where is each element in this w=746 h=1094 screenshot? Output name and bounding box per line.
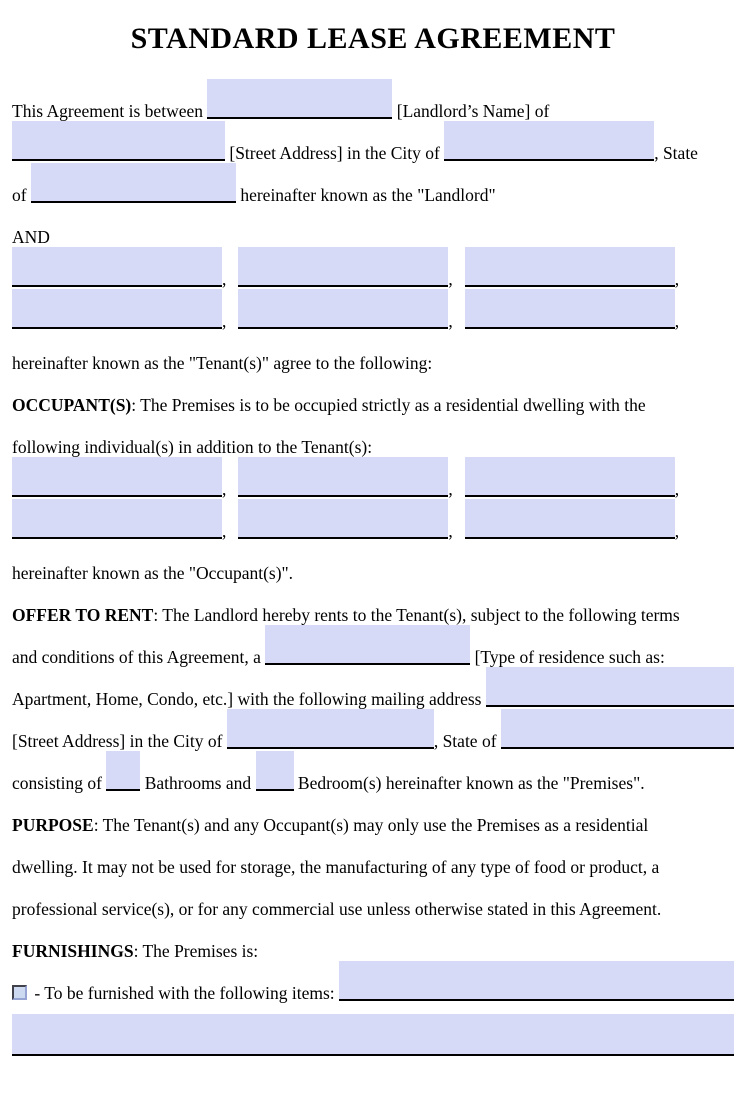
bedrooms-field[interactable] [256,751,294,791]
residence-type-hint: [Type of residence such as: [470,647,665,667]
furnished-option-line [12,972,734,1014]
tenant-name-field-6[interactable] [465,289,675,329]
occupant-name-field-1[interactable] [12,457,222,497]
offer-heading: OFFER TO RENT [12,605,154,625]
furnished-items-field[interactable] [339,961,734,1001]
offer-text: Apartment, Home, Condo, etc.] with the following mailing address [12,689,486,709]
comma-separator: , [674,269,680,289]
tenant-known-as-text: hereinafter known as the "Tenant(s)" agree to the following: [12,353,433,373]
occupant-row-2 [12,510,734,552]
occupants-heading: OCCUPANT(S) [12,395,132,415]
occupants-line-1 [12,384,734,426]
intro-text: This Agreement is between [12,101,208,121]
furnishings-heading: FURNISHINGS [12,941,134,961]
comma-separator: , [222,311,227,331]
intro-line-3 [12,174,734,216]
furnished-option-label: - To be furnished with the following items: [30,983,340,1003]
premises-known-as-text: Bedroom(s) hereinafter known as the "Premises". [293,773,645,793]
tenant-outro-line [12,342,734,384]
comma-separator: , [222,269,227,289]
purpose-text: dwelling. It may not be used for storage, the manufacturing of any type of food or product, a [12,857,660,877]
purpose-line-1 [12,804,734,846]
landlord-name-hint: [Landlord’s Name] of [392,101,550,121]
comma-separator: , [448,269,453,289]
lease-document-page [0,22,746,1056]
intro-text: of [12,185,31,205]
offer-text: and conditions of this Agreement, a [12,647,266,667]
occupants-text: following individual(s) in addition to the Tenant(s): [12,437,373,457]
tenant-name-field-2[interactable] [238,247,448,287]
comma-separator: , [222,521,227,541]
occupant-name-field-6[interactable] [465,499,675,539]
tenant-name-field-1[interactable] [12,247,222,287]
comma-separator: , [674,311,680,331]
furnishings-text: : The Premises is: [133,941,259,961]
and-text: AND [12,227,50,247]
purpose-heading: PURPOSE [12,815,94,835]
tenant-name-field-3[interactable] [465,247,675,287]
occupant-name-field-3[interactable] [465,457,675,497]
landlord-state-field[interactable] [31,163,236,203]
landlord-known-as-text: hereinafter known as the "Landlord" [235,185,496,205]
purpose-text: professional service(s), or for any commercial use unless otherwise stated in this Agreement. [12,899,662,919]
offer-text: , State of [433,731,501,751]
offer-text: consisting of [12,773,107,793]
tenant-name-field-5[interactable] [238,289,448,329]
premises-mailing-address-field[interactable] [486,667,734,707]
offer-text: [Street Address] in the City of [12,731,227,751]
street-address-hint: [Street Address] in the City of [225,143,445,163]
comma-separator: , [222,479,227,499]
comma-separator: , [674,521,680,541]
landlord-name-field[interactable] [207,79,392,119]
occupant-name-field-2[interactable] [238,457,448,497]
offer-text: : The Landlord hereby rents to the Tenant(s), subject to the following terms [153,605,680,625]
offer-text: Bathrooms and [140,773,256,793]
residence-type-field[interactable] [265,625,470,665]
purpose-text: : The Tenant(s) and any Occupant(s) may only use the Premises as a residential [93,815,649,835]
offer-line-5 [12,762,734,804]
occupant-name-field-4[interactable] [12,499,222,539]
comma-separator: , [448,521,453,541]
occupant-name-field-5[interactable] [238,499,448,539]
tenant-row-2 [12,300,734,342]
purpose-line-2 [12,846,734,888]
purpose-line-3 [12,888,734,930]
intro-text: , State [654,143,698,163]
occupants-text: : The Premises is to be occupied strictly as a residential dwelling with the [131,395,646,415]
tenant-name-field-4[interactable] [12,289,222,329]
comma-separator: , [448,311,453,331]
premises-city-field[interactable] [227,709,434,749]
occupant-known-as-text: hereinafter known as the "Occupant(s)". [12,563,294,583]
comma-separator: , [448,479,453,499]
document-title: STANDARD LEASE AGREEMENT [130,22,616,55]
furnished-items-field-2[interactable] [12,1014,734,1056]
furnished-checkbox[interactable] [12,985,27,1000]
premises-state-field[interactable] [501,709,734,749]
landlord-street-address-field[interactable] [12,121,225,161]
bathrooms-field[interactable] [106,751,140,791]
landlord-city-field[interactable] [444,121,654,161]
comma-separator: , [674,479,680,499]
occupant-outro-line [12,552,734,594]
